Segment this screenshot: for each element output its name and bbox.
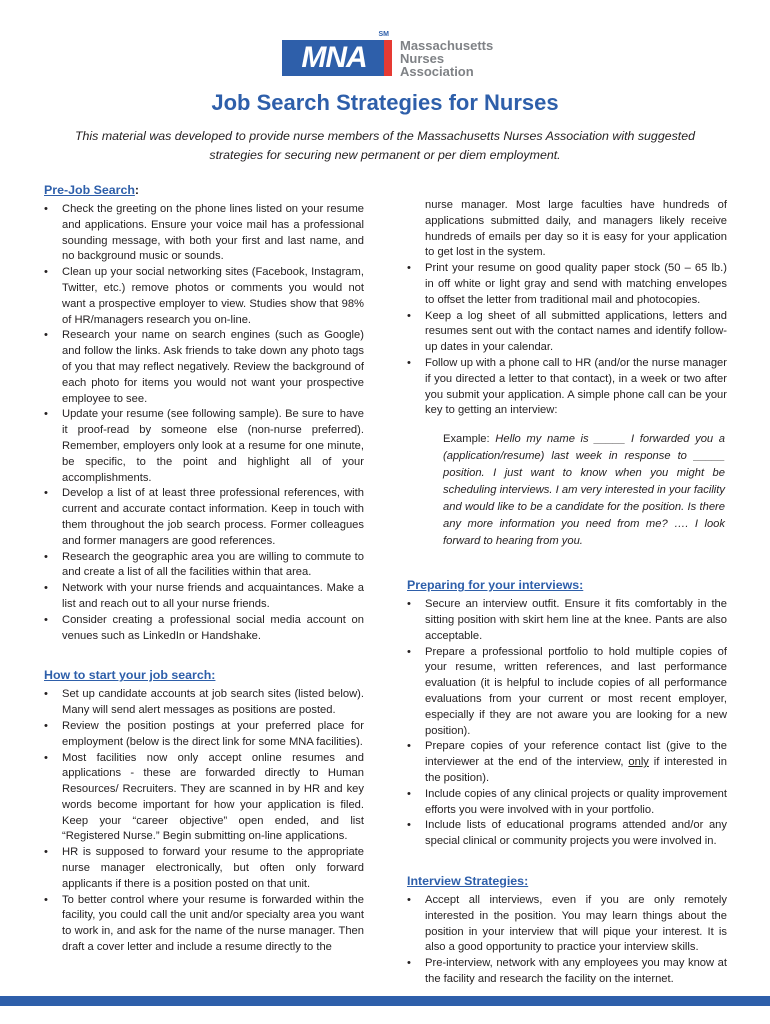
howto-list-continued [407, 198, 727, 419]
list-item: • Clean up your social networking sites (Facebook, Instagram, Twitter, etc.) remove photos or comments you would not want a prospective employer to view. Studies show that 98% of HR/managers research you on-line. [44, 265, 364, 328]
list-item: • Print your resume on good quality paper stock (50 – 65 lb.) in off white or light gray and send with matching envelopes to offset the letter from traditional mail and photocopies. [407, 261, 727, 308]
list-item [407, 739, 727, 786]
list-item: • Research the geographic area you are willing to commute to and create a list of all the facilities within that area. [44, 550, 364, 582]
right-column [407, 198, 727, 988]
example-label: Example: [443, 433, 490, 446]
ref-item-only: only [628, 756, 649, 769]
prejob-list [44, 202, 364, 644]
page-title: Job Search Strategies for Nurses [211, 90, 559, 115]
list-item: • Include copies of any clinical projects or quality improvement efforts you were involved with in your portfolio. [407, 787, 727, 819]
intro-paragraph: This material was developed to provide nurse members of the Massachusetts Nurses Association with suggested strategies for securing new permanent or per diem employment. [74, 129, 696, 162]
interview-heading-text: Interview Strategies: [407, 873, 529, 888]
logo-line-3: Association [400, 63, 474, 79]
logo-line-2: Nurses [400, 50, 445, 66]
preparing-heading [407, 576, 727, 594]
list-item: • Accept all interviews, even if you are only remotely interested in the position. You may learn things about the position in your interview that will pique your interest. It is also a good opportunity to practice your interview skills. [407, 893, 727, 956]
ref-item-before: Prepare copies of your reference contact list (give to the interviewer at the end of the interview, [425, 740, 727, 769]
list-item: • HR is supposed to forward your resume to the appropriate nurse manager electronically, but often only forward applicants if there is a position posted on that unit. [44, 845, 364, 892]
list-item: • Include lists of educational programs attended and/or any special clinical or community projects you were involved in. [407, 818, 727, 850]
prejob-heading-text: Pre-Job Search [44, 183, 135, 197]
howto-heading [44, 666, 364, 684]
list-item: • Prepare a professional portfolio to hold multiple copies of your resume, written references, and last performance evaluation (it is helpful to include copies of all performance evaluations from your current or most recent employer, especially if they are not aware you are looking for a new position). [407, 645, 727, 740]
logo-red-stripe [384, 40, 392, 76]
list-item: • Update your resume (see following sample). Be sure to have it proof-read by someone else (non-nurse preferred). Remember, employers only look at a resume for one minute, be specific, to the point and highlight all of your accomplishments. [44, 407, 364, 486]
howto-list [44, 687, 364, 956]
logo-service-mark: SM [378, 31, 389, 38]
list-item: • Keep a log sheet of all submitted applications, letters and resumes sent out with the contact names and identify follow-up dates in your calendar. [407, 309, 727, 356]
logo-organization-name [400, 39, 493, 78]
mna-logo [282, 31, 494, 80]
list-item: • Review the position postings at your preferred place for employment (below is the direct link for some MNA facilities). [44, 719, 364, 751]
ref-item-after: if interested in the position). [425, 756, 727, 784]
interview-heading [407, 872, 727, 890]
list-item: • Develop a list of at least three professional references, with current and accurate contact information. Keep in touch with them throughout the job search process. Former colleagues and former managers are good references. [44, 486, 364, 549]
prejob-heading: Pre-Job Search: [44, 183, 140, 197]
list-item: • Follow up with a phone call to HR (and/or the nurse manager if you directed a letter to that contact), in a week or two after you submit your application. A simple phone call can be your key to getting an interview: [407, 356, 727, 419]
example-text: Hello my name is _____ I forwarded you a (application/resume) last week in response to _____ position. I just want to know when you might be scheduling interviews. I am very interested in your facility and would like to be a candidate for the position. Is there any more information you need from me? …. I look forward to hearing from you. [443, 433, 725, 548]
list-item: • Most facilities now only accept online resumes and applications - these are forwarded directly to Human Resources/ Recruiters. They are scanned in by HR and key words become important for how your application is filed. Keep your “career objective” open ended, and list “Registered Nurse.” Begin submitting on-line applications. [44, 751, 364, 846]
howto-heading-text: How to start your job search: [44, 668, 216, 683]
preparing-list [407, 597, 727, 850]
list-item: • Research your name on search engines (such as Google) and follow the links. Ask friends to take down any photo tags of you that may reflect negatively. Review the background of each photo for items you would not want your prospective employee to see. [44, 328, 364, 407]
list-item: • Secure an interview outfit. Ensure it fits comfortably in the sitting position with skirt hem line at the knee. Pants are also acceptable. [407, 597, 727, 644]
logo-mark-text: MNA [301, 41, 367, 74]
list-item: • To better control where your resume is forwarded within the facility, you could call the unit and/or specialty area you want to work in, and ask for the name of the nurse manager. Then draft a cover letter and include a resume directly to the [44, 893, 364, 956]
logo-line-1: Massachusetts [400, 37, 494, 53]
list-item: • Set up candidate accounts at job search sites (listed below). Many will send alert messages as positions are posted. [44, 687, 364, 719]
list-item: • Consider creating a professional social media account on venues such as LinkedIn or Handshake. [44, 613, 364, 645]
example-script [407, 431, 727, 550]
list-item: • Network with your nurse friends and acquaintances. Make a list and reach out to all your nurse friends. [44, 581, 364, 613]
list-item: • Pre-interview, network with any employees you may know at the facility and research the facility on the internet. [407, 956, 727, 988]
preparing-heading-text: Preparing for your interviews: [407, 578, 584, 593]
list-item: • Check the greeting on the phone lines listed on your resume and applications. Ensure your voice mail has a professional sounding message, with both your first and last name, and no background music or sounds. [44, 202, 364, 265]
left-column [44, 181, 364, 956]
footer-bar [0, 996, 770, 1006]
interview-list [407, 893, 727, 988]
mna-logo-mark [282, 31, 389, 76]
list-item-continuation: nurse manager. Most large faculties have hundreds of applications submitted daily, and managers likely receive hundreds of emails per day so it is easy for your application to get lost in the system. [425, 199, 727, 259]
